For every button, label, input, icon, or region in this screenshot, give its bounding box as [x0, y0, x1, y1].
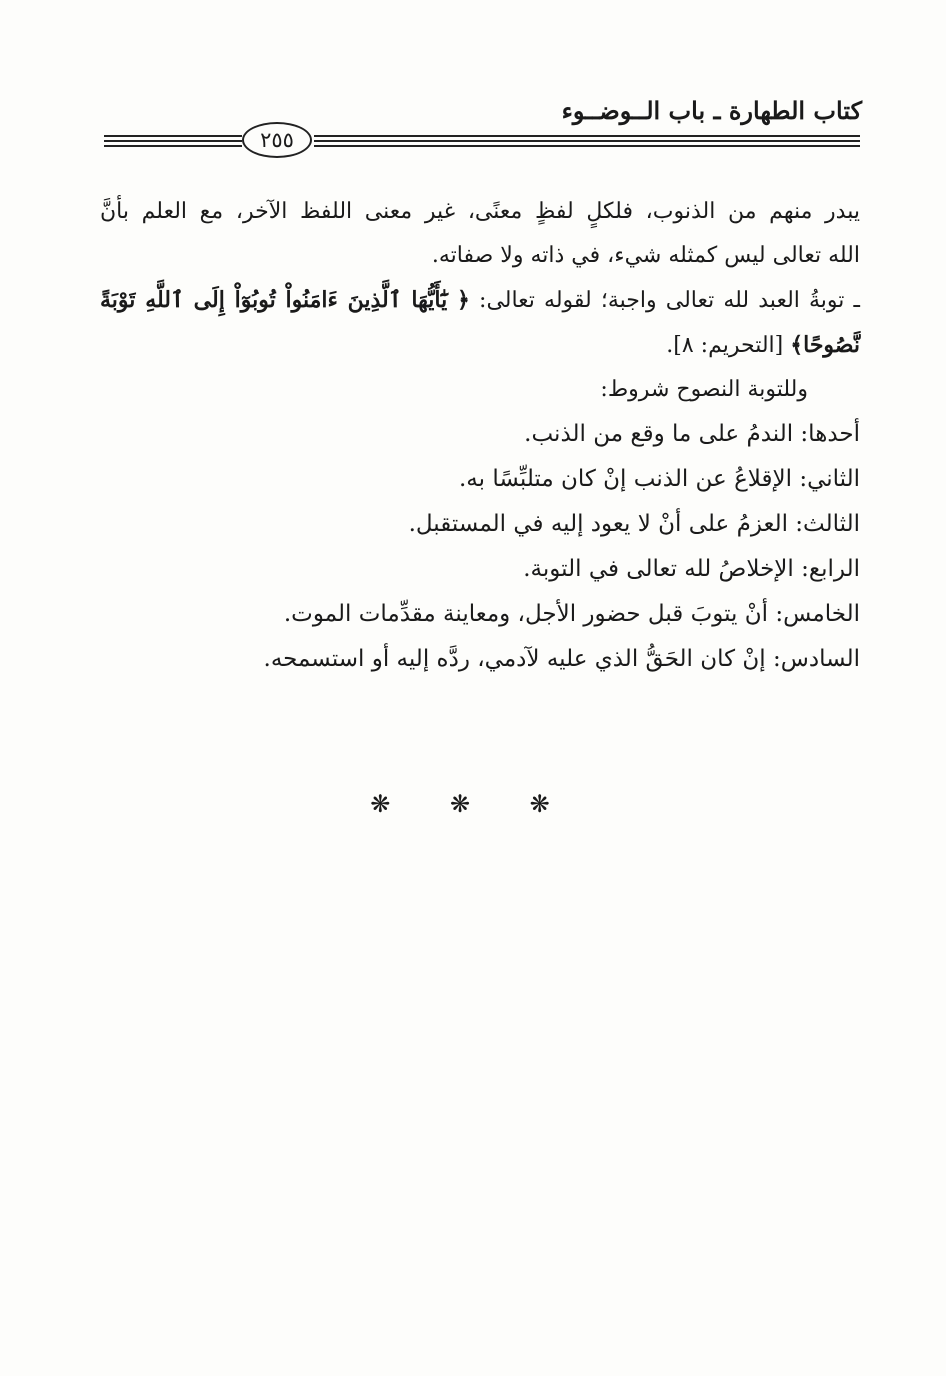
quran-verse: ﴿ يَٰٓأَيُّهَا ٱلَّذِينَ ءَامَنُواْ تُوبُوٓاْ إِلَى ٱللَّهِ تَوْبَةً	[100, 287, 470, 313]
paragraph-line: الله تعالى ليس كمثله شيء، في ذاته ولا صفاته.	[431, 243, 860, 268]
quran-verse-end: نَّصُوحًا﴾	[790, 332, 860, 358]
condition-item: السادس: إنْ كان الحَقُّ الذي عليه لآدمي، ردَّه إليه أو استسمحه.	[263, 646, 860, 672]
section-separator: ❋ ❋ ❋	[370, 790, 576, 818]
condition-item: الرابع: الإخلاصُ لله تعالى في التوبة.	[523, 556, 860, 582]
page-number: ٢٥٥	[242, 122, 312, 158]
conditions-heading: وللتوبة النصوح شروط:	[600, 377, 808, 402]
chapter-title: كتاب الطهارة ـ باب الــوضــوء	[561, 96, 862, 125]
paragraph-line: يبدر منهم من الذنوب، فلكلٍ لفظٍ معنًى، غير معنى اللفظ الآخر، مع العلم بأنَّ	[100, 199, 860, 224]
rule-line	[314, 145, 860, 147]
condition-item: الخامس: أنْ يتوبَ قبل حضور الأجل، ومعاينة مقدِّمات الموت.	[283, 601, 860, 627]
surah-citation: [التحريم: ٨].	[666, 333, 784, 358]
rule-line	[104, 135, 242, 137]
rule-line	[314, 140, 860, 142]
condition-item: الثاني: الإقلاعُ عن الذنب إنْ كان متلبِّسًا به.	[459, 466, 860, 492]
header-rule-right	[314, 135, 860, 147]
verse-reference-line	[100, 323, 860, 368]
repentance-line	[100, 278, 860, 323]
rule-line	[104, 140, 242, 142]
repentance-intro: ـ توبةُ العبد لله تعالى واجبة؛ لقوله تعالى:	[479, 288, 860, 313]
header-rule-left	[104, 135, 242, 147]
condition-item: الثالث: العزمُ على أنْ لا يعود إليه في المستقبل.	[408, 511, 860, 537]
rule-line	[104, 145, 242, 147]
condition-item: أحدها: الندمُ على ما وقع من الذنب.	[524, 421, 860, 447]
page-body	[100, 190, 860, 682]
rule-line	[314, 135, 860, 137]
